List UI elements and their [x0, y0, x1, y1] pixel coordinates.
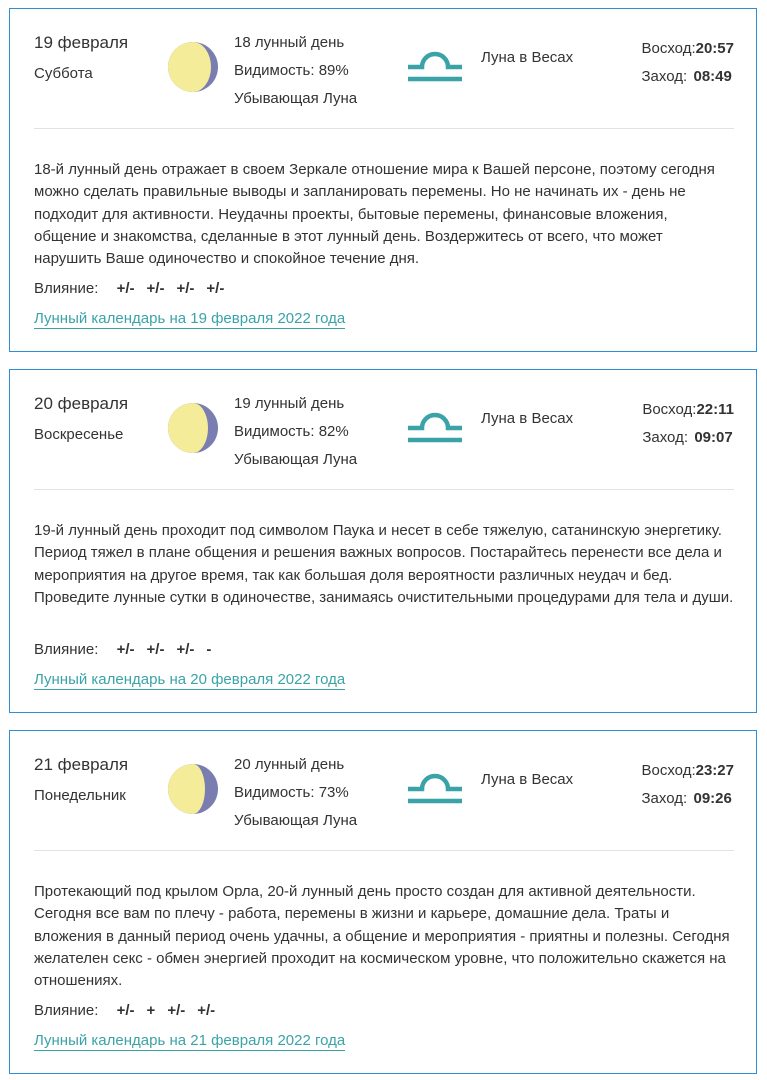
- influence-value: +/-: [167, 1002, 186, 1019]
- influence-value: +: [146, 1002, 156, 1019]
- set-time: 09:26: [693, 790, 732, 807]
- moon-phase-label: Убывающая Луна: [234, 812, 358, 829]
- moon-phase-icon: [167, 763, 219, 815]
- rise-label: Восход:: [641, 40, 696, 57]
- moon-phase-label: Убывающая Луна: [234, 90, 358, 107]
- lunar-day: 20 лунный день: [234, 756, 345, 773]
- influence-value: +/-: [146, 280, 165, 297]
- lunar-day: 18 лунный день: [234, 34, 345, 51]
- moon-rise-set: [642, 757, 735, 813]
- visibility: Видимость: 89%: [234, 62, 349, 79]
- lunar-day: 19 лунный день: [234, 395, 345, 412]
- divider: [34, 128, 734, 129]
- lunar-info: [234, 29, 357, 113]
- day-description: 19-й лунный день проходит под символом Паука и несет в себе тяжелую, сатанинскую энергетику. Период тяжел в плане общения и решения важных вопросов. Постарайтесь перенести все дела и мероприятия на другое время, так как большая доля вероятности различных неудач и бед. Проведите лунные сутки в одиночестве, занимаясь очистительными процедурами для тела и души.: [34, 522, 734, 606]
- moon-sign: Луна в Весах: [481, 49, 574, 66]
- set-time: 08:49: [693, 68, 732, 85]
- day-card: [9, 369, 757, 713]
- day-date: 19 февраля: [34, 33, 129, 52]
- rise-label: Восход:: [641, 762, 696, 779]
- moon-rise-set: [642, 396, 734, 452]
- day-weekday: Суббота: [34, 65, 93, 82]
- influence-value: +/-: [116, 1002, 135, 1019]
- lunar-info: [234, 751, 357, 835]
- set-label: Заход:: [642, 429, 688, 446]
- moon-rise-set: [642, 35, 735, 91]
- visibility: Видимость: 82%: [234, 423, 349, 440]
- rise-time: 23:27: [695, 762, 734, 779]
- calendar-link[interactable]: Лунный календарь на 21 февраля 2022 года: [34, 1032, 346, 1049]
- divider: [34, 489, 734, 490]
- influence-value: +/-: [146, 641, 165, 658]
- calendar-link[interactable]: Лунный календарь на 19 февраля 2022 года: [34, 310, 346, 327]
- rise-time: 20:57: [695, 40, 734, 57]
- set-label: Заход:: [641, 68, 688, 85]
- divider: [34, 850, 734, 851]
- influence-label: Влияние:: [34, 1002, 99, 1019]
- influence-label: Влияние:: [34, 641, 99, 658]
- set-label: Заход:: [641, 790, 688, 807]
- calendar-link[interactable]: Лунный календарь на 20 февраля 2022 года: [34, 671, 346, 688]
- libra-icon: [406, 398, 464, 444]
- libra-icon: [406, 37, 464, 83]
- influence-value: +/-: [116, 280, 135, 297]
- moon-sign: Луна в Весах: [481, 410, 574, 427]
- libra-icon: [406, 759, 464, 805]
- day-description: Протекающий под крылом Орла, 20-й лунный день просто создан для активной деятельности. Сегодня все вам по плечу - работа, перемены в жизни и карьере, домашние дела. Траты и вложения в данный период очень удачны, а общение и мероприятия - приятны и полезны. Сегодня желателен секс - обмен энергией проходит на космическом уровне, что положительно скажется на отношениях.: [34, 883, 730, 990]
- influence-row: [34, 280, 236, 297]
- set-time: 09:07: [694, 429, 733, 446]
- influence-value: +/-: [176, 641, 195, 658]
- influence-value: +/-: [176, 280, 195, 297]
- rise-label: Восход:: [642, 401, 697, 418]
- influence-label: Влияние:: [34, 280, 99, 297]
- moon-phase-label: Убывающая Луна: [234, 451, 358, 468]
- influence-value: +/-: [116, 641, 135, 658]
- day-weekday: Воскресенье: [34, 426, 124, 443]
- day-date: 21 февраля: [34, 755, 129, 774]
- rise-time: 22:11: [696, 401, 734, 418]
- day-card: [9, 8, 757, 352]
- day-weekday: Понедельник: [34, 787, 126, 804]
- influence-row: [34, 641, 223, 658]
- moon-sign: Луна в Весах: [481, 771, 574, 788]
- influence-value: +/-: [206, 280, 225, 297]
- moon-phase-icon: [167, 41, 219, 93]
- influence-value: +/-: [197, 1002, 216, 1019]
- day-card: [9, 730, 757, 1074]
- influence-row: [34, 1002, 227, 1019]
- lunar-info: [234, 390, 357, 474]
- day-description: 18-й лунный день отражает в своем Зеркале отношение мира к Вашей персоне, поэтому сегодня можно сделать правильные выводы и запланировать перемены. Но не начинать их - день не подходит для активности. Неудачны проекты, бытовые перемены, финансовые вложения, общение и знакомства, сделанные в этот лунный день. Воздержитесь от всего, что может нарушить Ваше одиночество и спокойное течение дня.: [34, 161, 715, 268]
- influence-value: -: [206, 641, 212, 658]
- moon-phase-icon: [167, 402, 219, 454]
- day-date: 20 февраля: [34, 394, 129, 413]
- visibility: Видимость: 73%: [234, 784, 349, 801]
